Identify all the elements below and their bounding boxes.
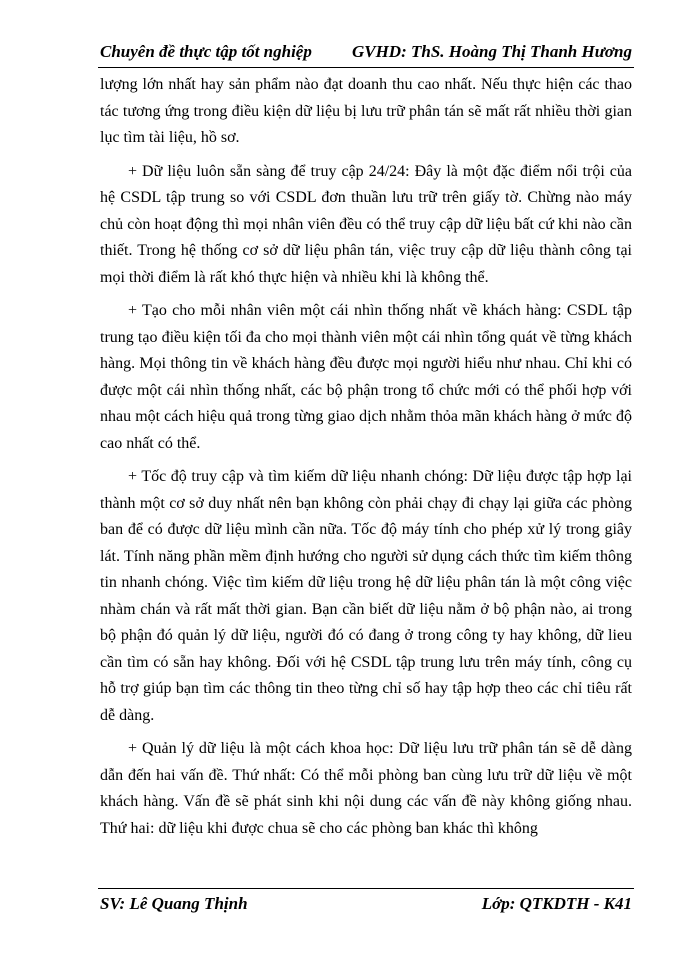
page-footer	[100, 892, 632, 918]
header-title: Chuyên đề thực tập tốt nghiệp	[100, 42, 312, 61]
paragraph-unified-view: + Tạo cho mỗi nhân viên một cái nhìn thống nhất về khách hàng: CSDL tập trung tạo điều kiện tối đa cho mọi thành viên một cái nhìn tổng quát về từng khách hàng. Mọi thông tin về khách hàng đều được mọi người hiểu như nhau. Chỉ khi có được một cái nhìn thống nhất, các bộ phận trong tổ chức mới có thể phối hợp với nhau một cách hiệu quả trong từng giao dịch nhằm thỏa mãn khách hàng ở mức độ cao nhất có thể.	[100, 302, 632, 452]
paragraph-continuation: lượng lớn nhất hay sản phẩm nào đạt doanh thu cao nhất. Nếu thực hiện các thao tác tương ứng trong điều kiện dữ liệu bị lưu trữ phân tán sẽ mất rất nhiều thời gian lục tìm tài liệu, hồ sơ.	[100, 76, 632, 146]
footer-student: SV: Lê Quang Thịnh	[100, 894, 248, 913]
header-rule	[98, 67, 634, 68]
footer-rule	[98, 888, 634, 889]
paragraph-scientific-management: + Quản lý dữ liệu là một cách khoa học: Dữ liệu lưu trữ phân tán sẽ dễ dàng dẫn đến hai vấn đề. Thứ nhất: Có thể mỗi phòng ban cùng lưu trữ dữ liệu về một khách hàng. Vấn đề sẽ phát sinh khi nội dung các vấn đề này không giống nhau. Thứ hai: dữ liệu khi được chua sẽ cho các phòng ban khác thì không	[100, 740, 632, 837]
paragraph-data-availability: + Dữ liệu luôn sẵn sàng để truy cập 24/24: Đây là một đặc điểm nổi trội của hệ CSDL tập trung so với CSDL đơn thuần lưu trữ trên giấy tờ. Chừng nào máy chủ còn hoạt động thì mọi nhân viên đều có thể truy cập dữ liệu bất cứ khi nào cần thiết. Trong hệ thống cơ sở dữ liệu phân tán, việc truy cập dữ liệu thành công tại mọi thời điểm là rất khó thực hiện và nhiều khi là không thể.	[100, 162, 632, 286]
page-header	[100, 40, 632, 66]
header-advisor: GVHD: ThS. Hoàng Thị Thanh Hương	[351, 42, 632, 61]
page-body	[100, 72, 632, 849]
paragraph-access-speed: + Tốc độ truy cập và tìm kiếm dữ liệu nhanh chóng: Dữ liệu được tập hợp lại thành một cơ sở duy nhất nên bạn không còn phải chạy đi chạy lại giữa các phòng ban để có được dữ liệu mình cần nữa. Tốc độ máy tính cho phép xử lý trong giây lát. Tính năng phần mềm định hướng cho người sử dụng cách thức tìm kiếm thông tin nhanh chóng. Việc tìm kiếm dữ liệu trong hệ dữ liệu phân tán là một công việc nhàm chán và rất mất thời gian. Bạn cần biết dữ liệu nằm ở bộ phận nào, ai trong bộ phận đó quản lý dữ liệu, người đó có đang ở trong công ty hay không, dữ lieu cần tìm có sẵn hay không. Đối với hệ CSDL tập trung lưu trên máy tính, công cụ hỗ trợ giúp bạn tìm các thông tin theo từng chỉ số hay tập hợp theo các chỉ tiêu rất dễ dàng.	[100, 468, 632, 724]
footer-class: Lớp: QTKDTH - K41	[481, 894, 632, 913]
